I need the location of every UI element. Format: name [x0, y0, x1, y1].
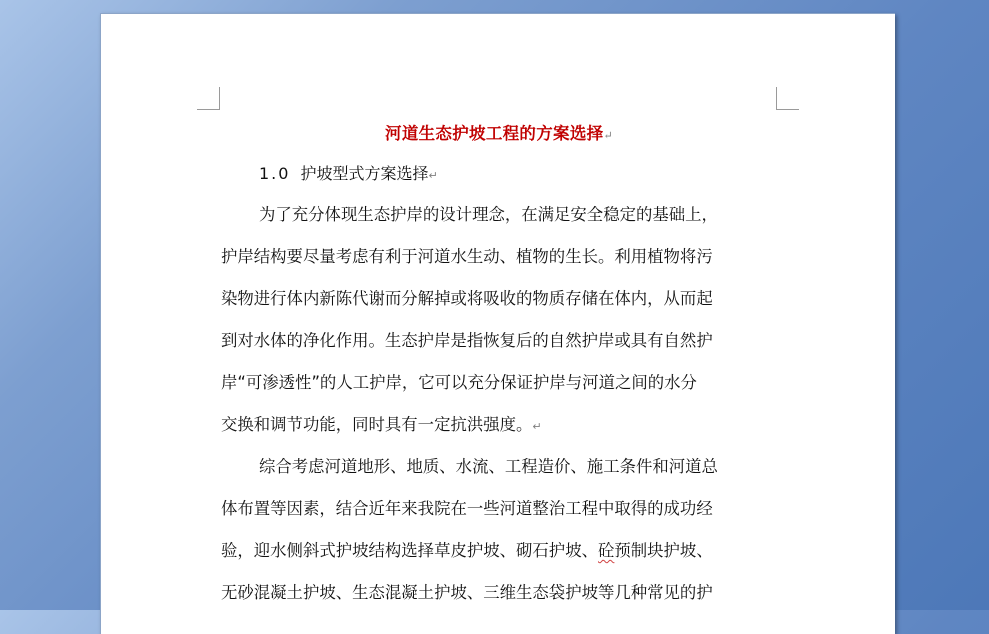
paragraph-line-text[interactable]: 岸“可渗透性”的人工护岸，它可以充分保证护岸与河道之间的水分	[221, 373, 697, 392]
paragraph-line-text[interactable]: 体布置等因素，结合近年来我院在一些河道整治工程中取得的成功经	[221, 499, 713, 518]
section-heading-number[interactable]: 1.0	[259, 164, 291, 183]
paragraph-line[interactable]	[221, 538, 713, 564]
paragraph-line[interactable]	[259, 454, 718, 480]
paragraph-line[interactable]	[221, 244, 713, 270]
paragraph-line-text[interactable]: 交换和调节功能，同时具有一定抗洪强度。	[221, 415, 533, 434]
paragraph-line-text[interactable]: 验，迎水侧斜式护坡结构选择草皮护坡、砌石护坡、	[221, 541, 598, 560]
paragraph-mark: ↵	[532, 420, 542, 433]
paragraph-line-text[interactable]: 预制块护坡、	[614, 541, 713, 560]
paragraph-mark: ↵	[603, 129, 613, 142]
paragraph-line[interactable]	[221, 580, 713, 606]
section-heading-text[interactable]: 护坡型式方案选择	[300, 164, 429, 183]
paragraph-line-text[interactable]: 为了充分体现生态护岸的设计理念，在满足安全稳定的基础上，	[259, 205, 718, 224]
document-title-text[interactable]: 河道生态护坡工程的方案选择	[385, 124, 604, 143]
paragraph-line[interactable]	[221, 370, 697, 396]
document-page[interactable]	[100, 13, 895, 634]
paragraph-line[interactable]	[221, 496, 713, 522]
paragraph-line-text[interactable]: 染物进行体内新陈代谢而分解掉或将吸收的物质存储在体内，从而起	[221, 289, 713, 308]
paragraph-line-text[interactable]: 无砂混凝土护坡、生态混凝土护坡、三维生态袋护坡等几种常见的护	[221, 583, 713, 602]
paragraph-line[interactable]	[221, 286, 713, 312]
document-title[interactable]	[221, 120, 777, 144]
paragraph-line[interactable]	[221, 328, 713, 354]
section-heading[interactable]	[259, 161, 438, 184]
paragraph-line-text[interactable]: 综合考虑河道地形、地质、水流、工程造价、施工条件和河道总	[259, 457, 718, 476]
margin-corner-top-left	[197, 87, 220, 110]
paragraph-line[interactable]	[259, 202, 718, 228]
spellcheck-flagged-word[interactable]: 砼	[597, 541, 615, 560]
margin-corner-top-right	[776, 87, 799, 110]
paragraph-line-text[interactable]: 到对水体的净化作用。生态护岸是指恢复后的自然护岸或具有自然护	[221, 331, 713, 350]
paragraph-line-text[interactable]: 护岸结构要尽量考虑有利于河道水生动、植物的生长。利用植物将污	[221, 247, 713, 266]
paragraph-line[interactable]	[221, 412, 542, 438]
paragraph-mark: ↵	[428, 169, 438, 182]
